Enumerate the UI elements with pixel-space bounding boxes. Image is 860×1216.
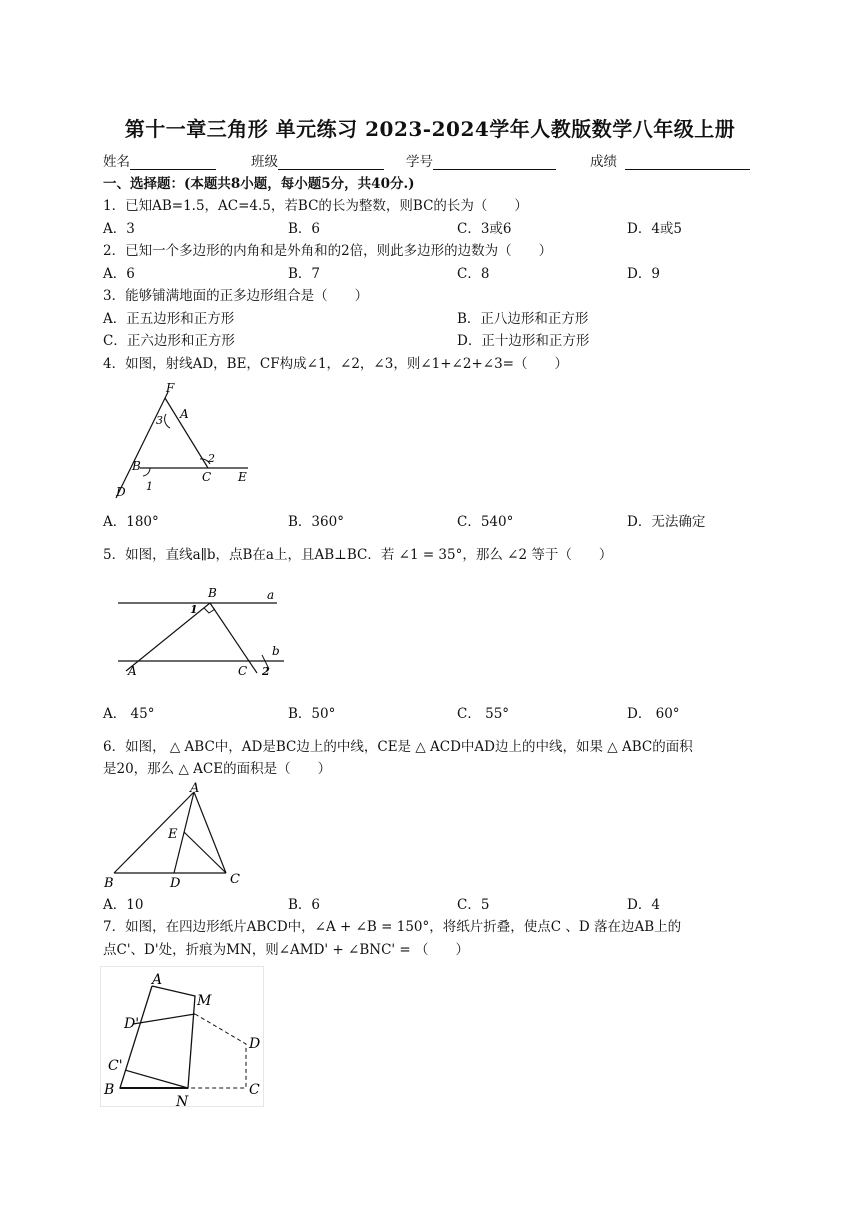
q4-label-c: C	[202, 470, 212, 484]
q5-option-d[interactable]: D． 60°	[627, 706, 680, 722]
q7-label-d-prime: D'	[124, 1016, 140, 1032]
q4-figure	[108, 380, 258, 504]
q2-option-d[interactable]: D．9	[627, 266, 660, 282]
q3-stem: 3．能够铺满地面的正多边形组合是（ ）	[103, 288, 369, 304]
q7-label-d: D	[249, 1036, 261, 1052]
q4-label-b: B	[132, 459, 141, 473]
q4-label-d: D	[116, 485, 126, 499]
q5-option-b[interactable]: B．50°	[288, 706, 336, 722]
q5-label-a-line: a	[267, 588, 275, 602]
q5-label-b-line: b	[272, 644, 280, 658]
q5-option-a[interactable]: A． 45°	[103, 706, 155, 722]
q2-option-a[interactable]: A．6	[103, 266, 135, 282]
q1-stem: 1．已知AB=1.5，AC=4.5，若BC的长为整数，则BC的长为（ ）	[103, 198, 528, 214]
q3-option-d[interactable]: D．正十边形和正方形	[457, 333, 590, 349]
q4-stem: 4．如图，射线AD，BE，CF构成∠1，∠2，∠3，则∠1+∠2+∠3=（ ）	[103, 356, 568, 372]
q7-figure	[100, 966, 266, 1108]
q7-label-c-prime: C'	[108, 1058, 123, 1074]
q3-option-b[interactable]: B．正八边形和正方形	[457, 311, 589, 327]
score-field[interactable]: 成绩	[590, 150, 750, 170]
q4-label-2: 2	[208, 452, 215, 465]
q4-option-b[interactable]: B．360°	[288, 514, 344, 530]
q5-label-1: 1	[190, 603, 198, 616]
name-field[interactable]: 姓名	[103, 150, 216, 170]
q5-stem: 5．如图，直线a∥b，点B在a上，且AB⊥BC．若 ∠1 = 35°，那么 ∠2 等于（ ）	[103, 547, 613, 563]
q5-label-b: B	[208, 586, 217, 600]
q4-label-3: 3	[156, 414, 163, 427]
q7-label-c: C	[249, 1082, 260, 1098]
section-heading: 一、选择题：(本题共8小题，每小题5分，共40分.)	[103, 176, 415, 192]
q2-option-b[interactable]: B．7	[288, 266, 321, 282]
q6-figure	[100, 780, 250, 890]
q4-label-e: E	[238, 470, 247, 484]
q6-label-b: B	[104, 876, 114, 890]
q6-option-d[interactable]: D．4	[627, 897, 660, 913]
q6-label-a: A	[190, 781, 200, 796]
q5-label-2: 2	[262, 665, 270, 678]
q1-option-c[interactable]: C．3或6	[457, 221, 512, 237]
number-field[interactable]: 学号	[406, 150, 556, 170]
q7-stem-line1: 7．如图，在四边形纸片ABCD中，∠A + ∠B = 150°，将纸片折叠，使点C 、D 落在边AB上的	[103, 919, 682, 935]
q1-option-d[interactable]: D．4或5	[627, 221, 683, 237]
q5-label-a: A	[128, 664, 137, 678]
q7-label-a: A	[152, 972, 163, 988]
q4-label-f: F	[166, 381, 175, 395]
q3-option-c[interactable]: C．正六边形和正方形	[103, 333, 235, 349]
q4-option-c[interactable]: C．540°	[457, 514, 514, 530]
q5-option-c[interactable]: C． 55°	[457, 706, 510, 722]
q6-option-a[interactable]: A．10	[103, 897, 144, 913]
q4-option-d[interactable]: D．无法确定	[627, 514, 706, 530]
q6-label-c: C	[230, 872, 240, 887]
q5-label-c: C	[238, 664, 248, 678]
q6-option-c[interactable]: C．5	[457, 897, 490, 913]
q7-stem-line2: 点C'、D'处，折痕为MN，则∠AMD' + ∠BNC' = （ ）	[103, 942, 470, 958]
q7-label-b: B	[104, 1082, 115, 1098]
q5-figure	[112, 585, 292, 681]
q1-option-b[interactable]: B．6	[288, 221, 321, 237]
q2-option-c[interactable]: C．8	[457, 266, 490, 282]
q6-stem-line2: 是20，那么 △ ACE的面积是（ ）	[103, 761, 332, 777]
q6-stem-line1: 6．如图， △ ABC中，AD是BC边上的中线，CE是 △ ACD中AD边上的中线，如果 △ ABC的面积	[103, 739, 693, 755]
q4-label-a: A	[180, 407, 189, 421]
q6-label-e: E	[168, 827, 178, 842]
q4-label-1: 1	[146, 480, 153, 493]
q6-label-d: D	[170, 876, 181, 890]
q3-option-a[interactable]: A．正五边形和正方形	[103, 311, 235, 327]
q2-stem: 2．已知一个多边形的内角和是外角和的2倍，则此多边形的边数为（ ）	[103, 243, 553, 259]
q4-option-a[interactable]: A．180°	[103, 514, 159, 530]
q1-option-a[interactable]: A．3	[103, 221, 135, 237]
q7-label-m: M	[197, 993, 212, 1009]
q7-label-n: N	[176, 1094, 189, 1108]
q6-option-b[interactable]: B．6	[288, 897, 321, 913]
class-field[interactable]: 班级	[251, 150, 384, 170]
page-title: 第十一章三角形 单元练习 2023-2024学年人教版数学八年级上册	[124, 117, 736, 141]
